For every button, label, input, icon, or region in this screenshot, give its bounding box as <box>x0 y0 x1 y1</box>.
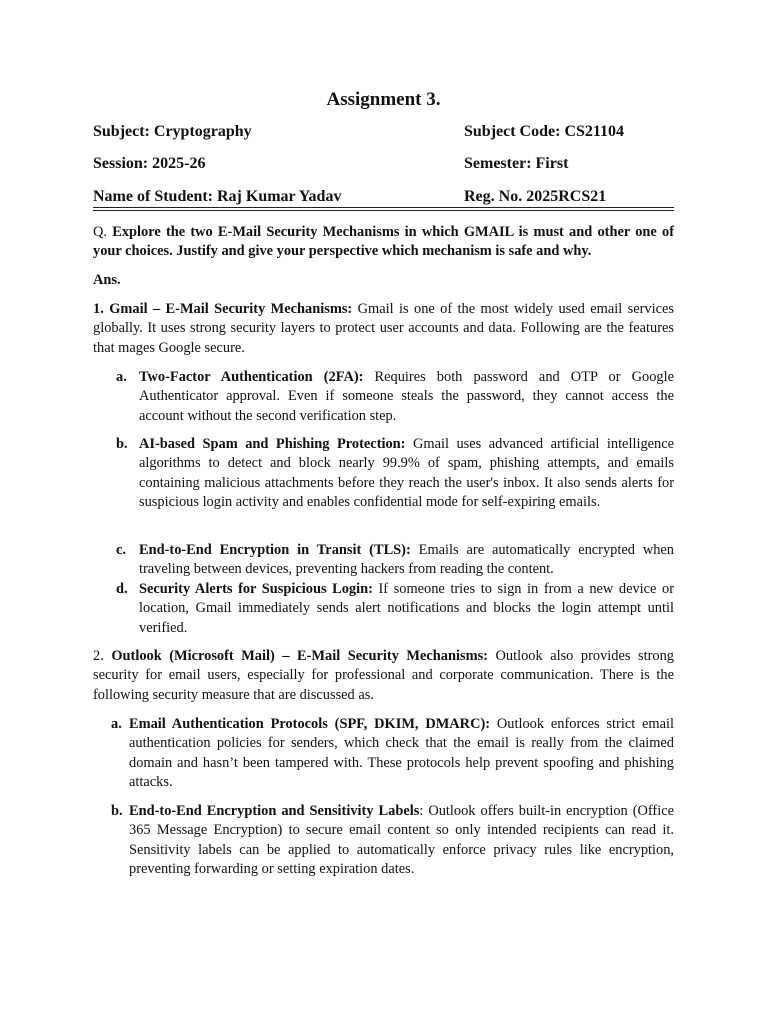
question-prefix: Q. <box>93 224 107 240</box>
list-item-title: End-to-End Encryption in Transit (TLS): <box>139 542 411 558</box>
subject-label: Subject: Cryptography <box>93 123 252 140</box>
list-text <box>139 435 674 513</box>
question-paragraph <box>93 223 674 262</box>
list-text <box>139 368 674 426</box>
meta-row-subject <box>93 121 674 143</box>
question-text: Explore the two E-Mail Security Mechanisms in which GMAIL is must and other one of your choices. Justify and give your perspective which mechanism is safe and why. <box>93 224 674 260</box>
list-item-title-colon: : <box>419 803 424 819</box>
list-item-encryption-labels <box>93 802 674 882</box>
list-marker: b. <box>111 803 123 819</box>
list-item-2fa <box>93 368 674 428</box>
list-item-tls <box>93 541 674 581</box>
section2-paragraph <box>93 647 674 705</box>
list-item-login-alerts <box>93 580 674 640</box>
list-marker: a. <box>116 369 127 385</box>
student-name-label: Name of Student: Raj Kumar Yadav <box>93 188 342 205</box>
list-text <box>129 715 674 793</box>
meta-row-student <box>93 186 674 208</box>
list-marker: c. <box>116 542 126 558</box>
section2-heading: Outlook (Microsoft Mail) – E-Mail Security Mechanisms: <box>111 648 488 664</box>
list-item-body: Outlook offers built-in encryption (Office 365 Message Encryption) to secure email content so only intended recipients can read it. Sensitivity labels can be applied to automatically enforce privacy rules like encryption, preventing forwarding or setting expiration dates. <box>129 803 674 878</box>
list-marker: d. <box>116 581 128 597</box>
list-item-title: AI-based Spam and Phishing Protection: <box>139 436 406 452</box>
meta-row-session <box>93 153 674 175</box>
section1-paragraph <box>93 300 674 358</box>
list-text <box>129 802 674 880</box>
list-item-title: Security Alerts for Suspicious Login: <box>139 581 373 597</box>
session-label: Session: 2025-26 <box>93 155 206 172</box>
document-title: Assignment 3. <box>326 89 441 110</box>
subject-code-label: Subject Code: CS21104 <box>464 123 625 140</box>
section2-number: 2. <box>93 648 104 664</box>
list-text <box>139 541 674 580</box>
answer-label: Ans. <box>93 272 121 288</box>
semester-label: Semester: First <box>464 155 569 172</box>
reg-no-label: Reg. No. 2025RCS21 <box>464 188 607 205</box>
list-marker: b. <box>116 436 128 452</box>
list-text <box>139 580 674 638</box>
list-item-body: Emails are automatically encrypted when traveling between devices, preventing hackers from reading the content. <box>139 542 674 578</box>
header-divider-bottom <box>93 210 674 211</box>
header-divider-top <box>93 207 674 208</box>
list-item-title: Two-Factor Authentication (2FA): <box>139 369 364 385</box>
section1-intro: Gmail is one of the most widely used email services globally. It uses strong security layers to protect user accounts and data. Following are the features that mages Google secure. <box>93 301 674 356</box>
list-item-body: Outlook enforces strict email authentication policies for senders, which check that the email is really from the claimed domain and hasn’t been tampered with. These protocols help prevent spoofing and phishing attacks. <box>129 716 674 791</box>
list-item-body: If someone tries to sign in from a new device or location, Gmail immediately sends alert notifications and blocks the login attempt until verified. <box>139 581 674 636</box>
section1-heading: 1. Gmail – E-Mail Security Mechanisms: <box>93 301 353 317</box>
list-item-title: End-to-End Encryption and Sensitivity Labels <box>129 803 420 819</box>
list-item-spam-protection <box>93 435 674 535</box>
list-item-email-auth <box>93 715 674 795</box>
list-item-body: Gmail uses advanced artificial intelligence algorithms to detect and block nearly 99.9% of spam, phishing attempts, and emails containing malicious attachments before they reach the user's inbox. It also sends alerts for suspicious login activity and enables confidential mode for self-expiring emails. <box>139 436 674 511</box>
section2-intro: Outlook also provides strong security for email users, especially for professional and corporate communication. There is the following security measure that are discussed as. <box>93 648 674 703</box>
list-item-body: Requires both password and OTP or Google Authenticator approval. Even if someone steals the password, they cannot access the account without the second verification step. <box>139 369 675 424</box>
list-item-title: Email Authentication Protocols (SPF, DKIM, DMARC): <box>129 716 491 732</box>
list-marker: a. <box>111 716 122 732</box>
